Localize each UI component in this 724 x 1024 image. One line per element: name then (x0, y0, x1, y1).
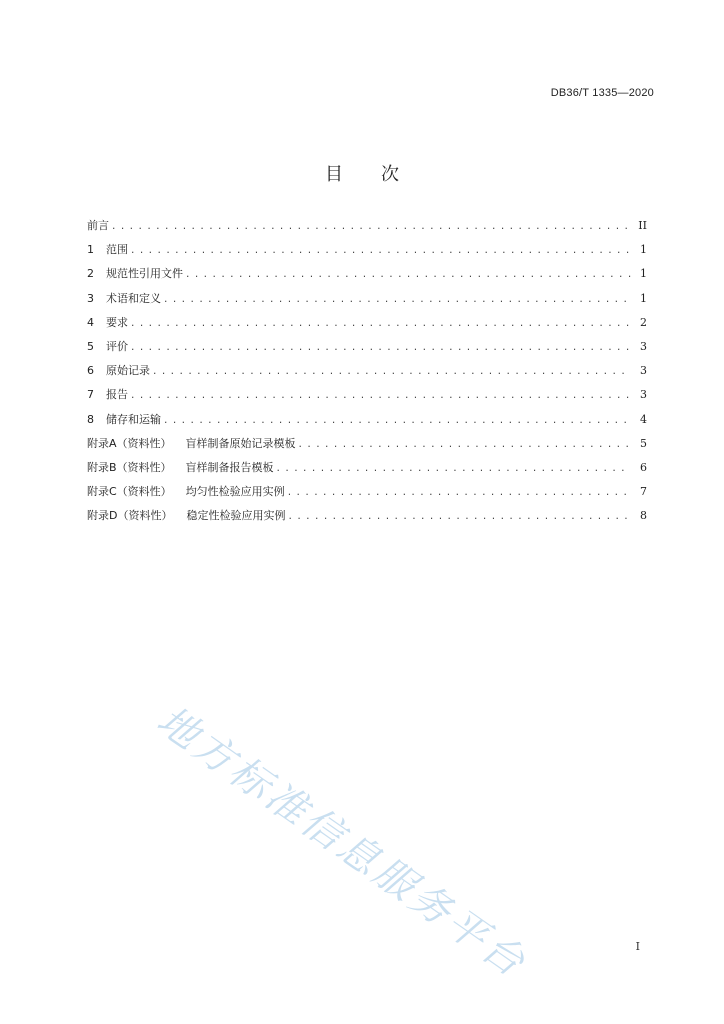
toc-entry-appendix-b[interactable] (87, 459, 647, 483)
toc-leader-dots (130, 319, 631, 329)
toc-entry-number: 8 (87, 412, 94, 426)
page-number: I (635, 940, 640, 953)
toc-title-right: 次 (381, 164, 399, 185)
toc-leader-dots (130, 343, 631, 353)
toc-entry-terms-definitions[interactable] (87, 290, 647, 314)
toc-entry-normative-references[interactable] (87, 265, 647, 289)
toc-entry-subtitle: 盲样制备原始记录模板 (185, 436, 296, 450)
toc-entry-report[interactable] (87, 386, 647, 410)
toc-entry-label: 附录A（资料性） (87, 436, 172, 450)
toc-entry-label: 要求 (106, 315, 128, 329)
toc-entry-number: 1 (87, 243, 94, 257)
toc-entry-subtitle: 稳定性检验应用实例 (186, 509, 286, 523)
toc-entry-number: 7 (87, 388, 94, 402)
toc-entry-number: 2 (87, 267, 94, 281)
standard-code: DB36/T 1335—2020 (550, 87, 654, 99)
toc-leader-dots (287, 488, 631, 498)
toc-entry-label: 范围 (106, 243, 128, 257)
toc-entry-storage-transport[interactable] (87, 411, 647, 435)
watermark: 地方标准信息服务平台 (148, 697, 536, 988)
toc-entry-label: 报告 (106, 388, 128, 402)
toc-entry-page: 7 (640, 485, 647, 499)
toc-entry-page: 1 (640, 243, 647, 257)
toc-entry-page: 2 (640, 315, 647, 329)
toc-leader-dots (152, 367, 631, 377)
toc-entry-page: 3 (640, 364, 647, 378)
toc-leader-dots (111, 222, 631, 232)
toc-entry-label: 规范性引用文件 (106, 267, 183, 281)
toc-title (0, 160, 724, 186)
toc-entry-page: 5 (640, 436, 647, 450)
toc-entry-page: II (638, 219, 647, 232)
toc-entry-number: 5 (87, 339, 94, 353)
toc-leader-dots (185, 270, 631, 280)
toc-entry-label: 储存和运输 (106, 412, 161, 426)
toc-entry-label: 前言 (87, 219, 109, 232)
toc-entry-label: 评价 (106, 339, 128, 353)
toc-entry-label: 原始记录 (106, 364, 150, 378)
toc-entry-evaluation[interactable] (87, 338, 647, 362)
toc-entry-scope[interactable] (87, 241, 647, 265)
toc-entry-page: 4 (640, 412, 647, 426)
toc-entry-number: 3 (87, 291, 94, 305)
toc-entry-appendix-a[interactable] (87, 435, 647, 459)
toc-entry-foreword[interactable] (87, 217, 647, 241)
toc-entry-page: 3 (640, 388, 647, 402)
toc-entry-label: 附录D（资料性） (87, 509, 173, 523)
toc-entry-number: 4 (87, 315, 94, 329)
toc-entry-requirements[interactable] (87, 314, 647, 338)
toc-title-left: 目 (325, 164, 343, 185)
toc-leader-dots (163, 295, 631, 305)
toc-entry-page: 8 (640, 509, 647, 523)
toc-leader-dots (276, 464, 631, 474)
toc-entry-label: 术语和定义 (106, 291, 161, 305)
toc-entry-subtitle: 盲样制备报告模板 (185, 460, 274, 474)
toc-entry-appendix-d[interactable] (87, 507, 647, 531)
toc-leader-dots (298, 440, 631, 450)
toc-entry-page: 1 (640, 291, 647, 305)
toc-entry-original-records[interactable] (87, 362, 647, 386)
toc-entry-appendix-c[interactable] (87, 483, 647, 507)
toc-entry-label: 附录C（资料性） (87, 485, 172, 499)
toc-leader-dots (163, 416, 631, 426)
toc-leader-dots (130, 391, 631, 401)
toc-entry-label: 附录B（资料性） (87, 460, 172, 474)
table-of-contents (87, 217, 647, 531)
toc-entry-page: 3 (640, 339, 647, 353)
toc-entry-page: 6 (640, 460, 647, 474)
toc-entry-number: 6 (87, 364, 94, 378)
toc-leader-dots (130, 246, 631, 256)
toc-entry-subtitle: 均匀性检验应用实例 (185, 485, 285, 499)
toc-entry-page: 1 (640, 267, 647, 281)
toc-leader-dots (287, 512, 631, 522)
